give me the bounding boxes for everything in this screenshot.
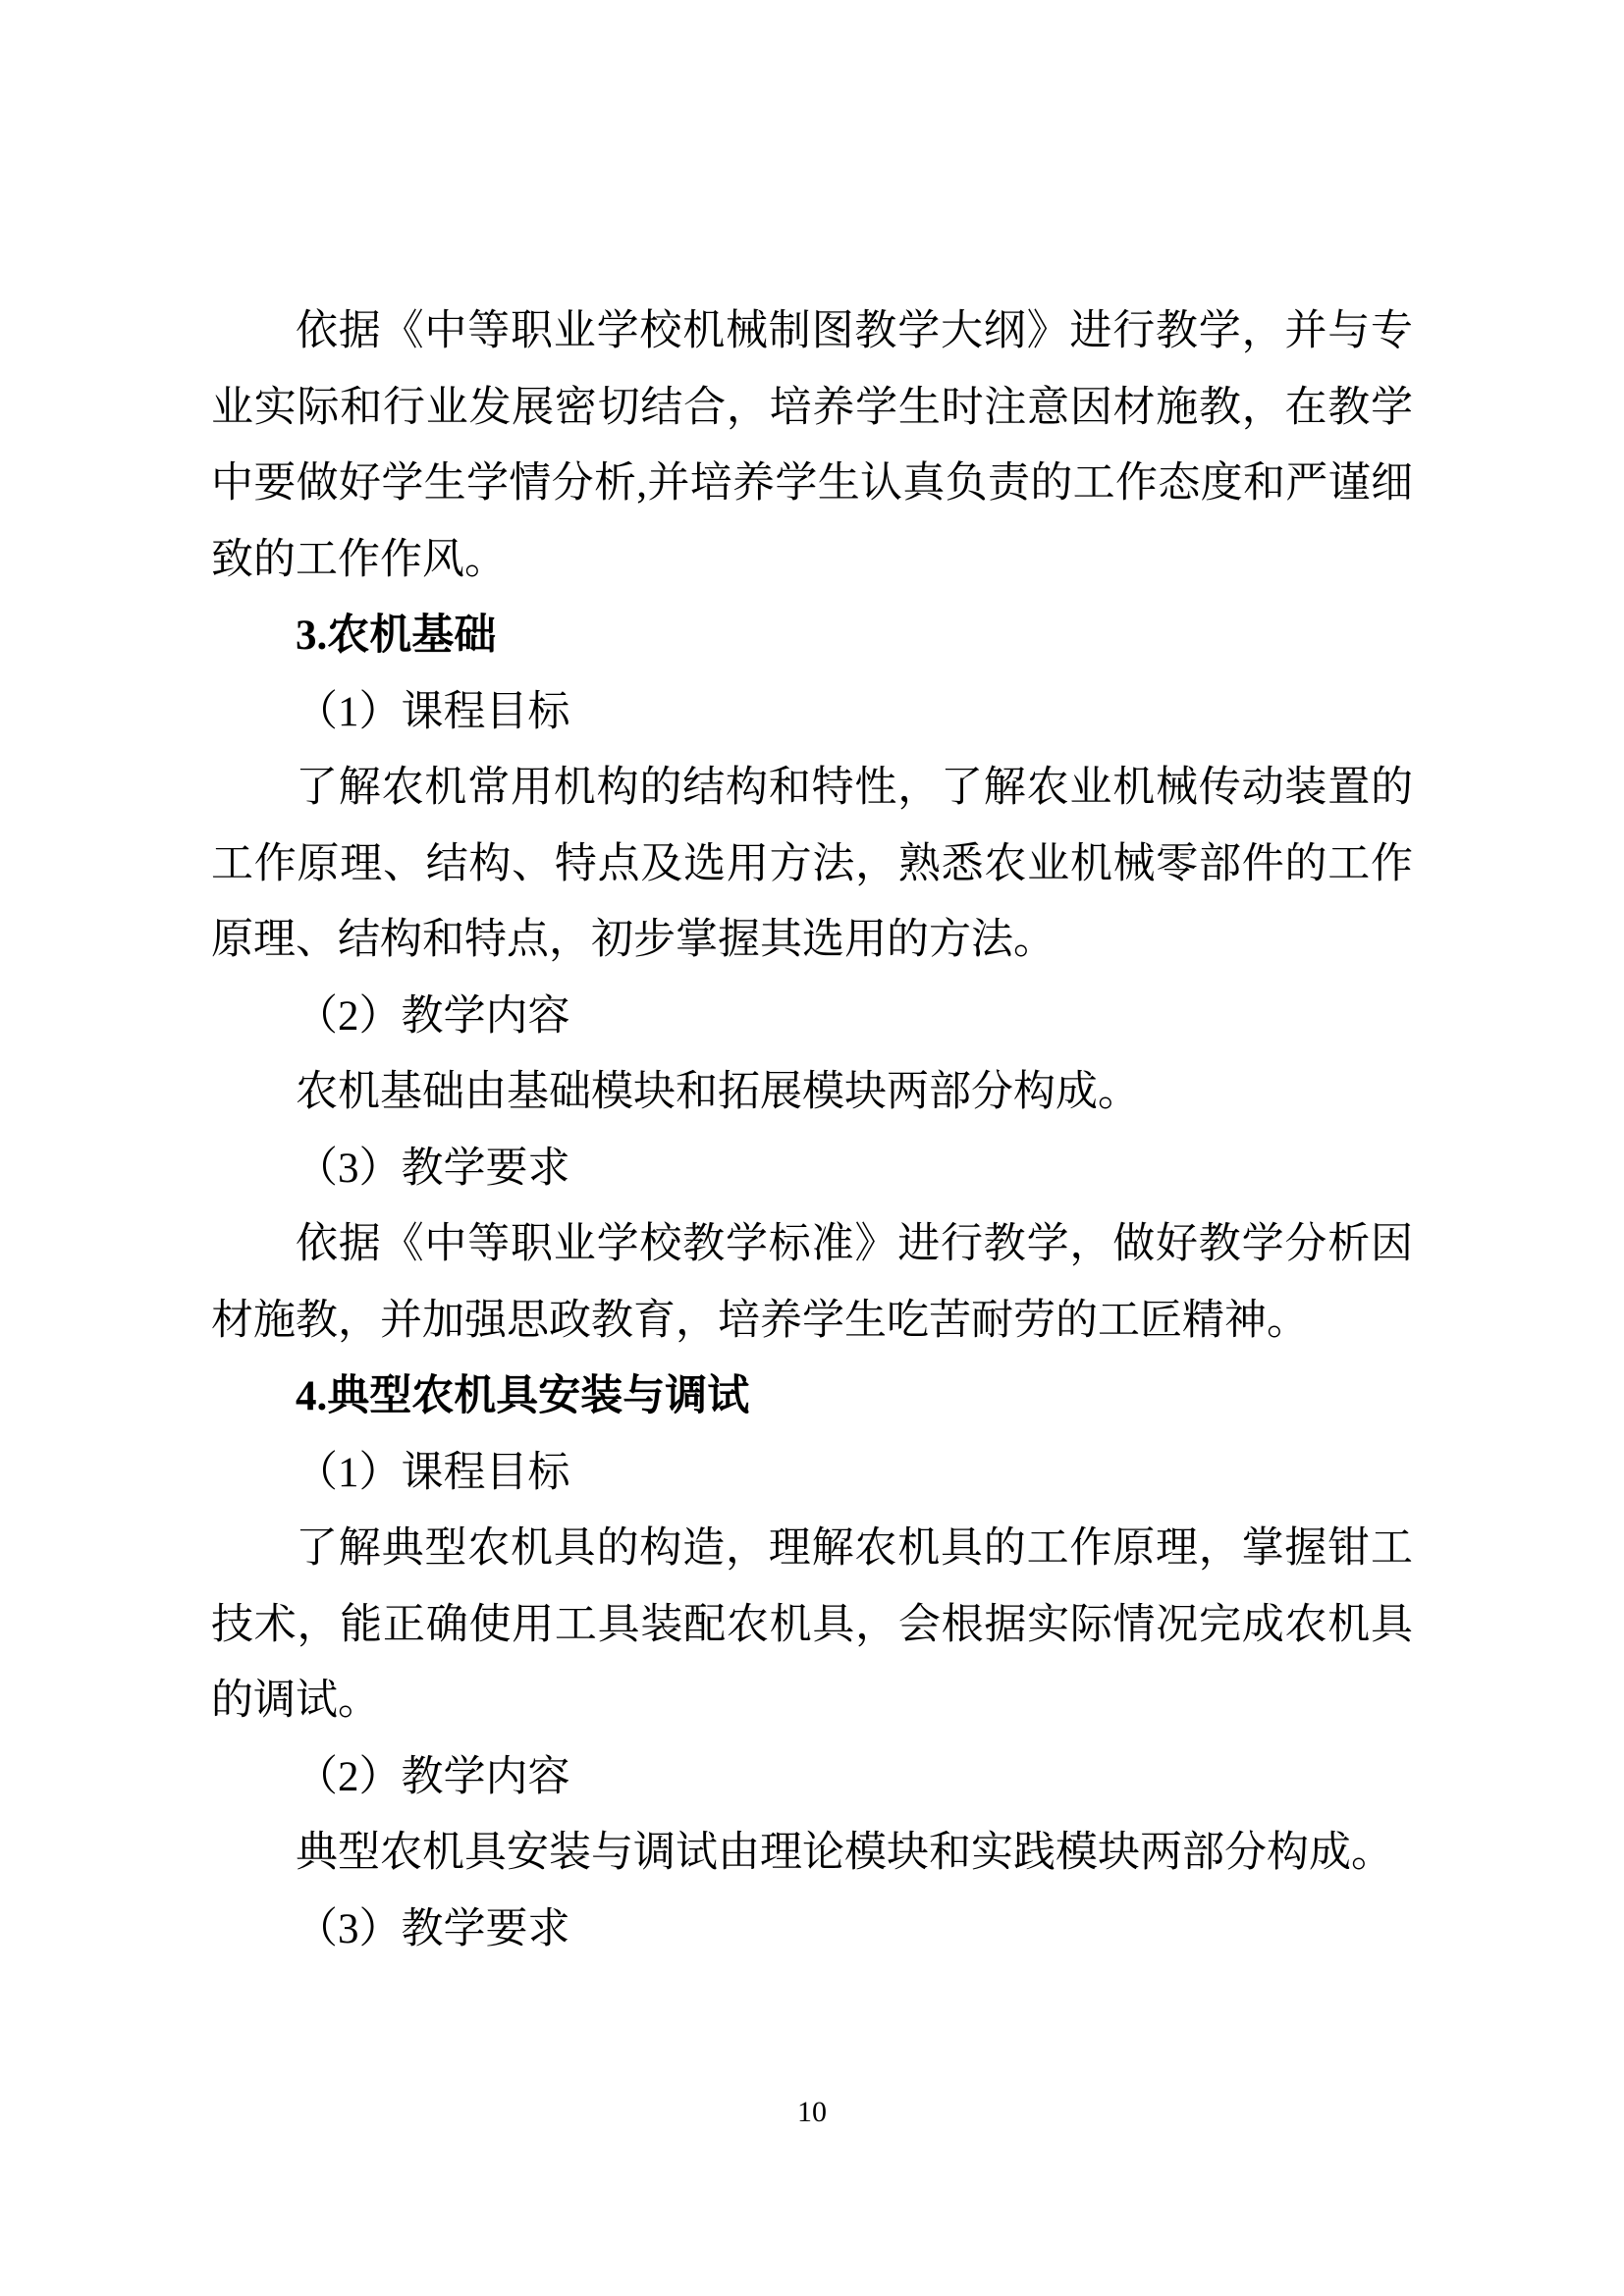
paragraph-teaching-content-text-2: 典型农机具安装与调试由理论模块和实践模块两部分构成。 xyxy=(296,1830,1393,1876)
paragraph-teaching-require-label: （3）教学要求 xyxy=(296,1145,570,1192)
paragraph-teaching-require-label-2: （3）教学要求 xyxy=(296,1905,570,1952)
section-heading-4-anzhuang-tiaoshi: 4.典型农机具安装与调试 xyxy=(296,1373,750,1419)
paragraph-teaching-requirement-2: 依据《中等职业学校机械制图教学大纲》进行教学，并与专业实际和行业发展密切结合，培养学生时注意因材施教，在教学中要做好学生学情分析,并培养学生认真负责的工作态度和严谨细致的工作作风。 xyxy=(211,308,1413,583)
page-number: 10 xyxy=(797,2096,827,2128)
paragraph-teaching-content-label-2: （2）教学内容 xyxy=(296,1753,570,1800)
paragraph-teaching-content-label: （2）教学内容 xyxy=(296,992,570,1040)
section-heading-3-nongji-jichu: 3.农机基础 xyxy=(296,613,497,659)
paragraph-course-goal-text: 了解农机常用机构的结构和特性，了解农业机械传动装置的工作原理、结构、特点及选用方法，熟悉农业机械零部件的工作原理、结构和特点，初步掌握其选用的方法。 xyxy=(211,765,1413,963)
paragraph-course-goal-label: （1）课程目标 xyxy=(296,688,570,735)
document-body xyxy=(211,294,1413,1967)
paragraph-teaching-require-text: 依据《中等职业学校教学标准》进行教学，做好教学分析因材施教，并加强思政教育，培养学生吃苦耐劳的工匠精神。 xyxy=(211,1221,1413,1344)
paragraph-course-goal-text-2: 了解典型农机具的构造，理解农机具的工作原理，掌握钳工技术，能正确使用工具装配农机具，会根据实际情况完成农机具的调试。 xyxy=(211,1525,1413,1724)
paragraph-course-goal-label-2: （1）课程目标 xyxy=(296,1449,570,1496)
paragraph-teaching-content-text: 农机基础由基础模块和拓展模块两部分构成。 xyxy=(296,1069,1140,1115)
